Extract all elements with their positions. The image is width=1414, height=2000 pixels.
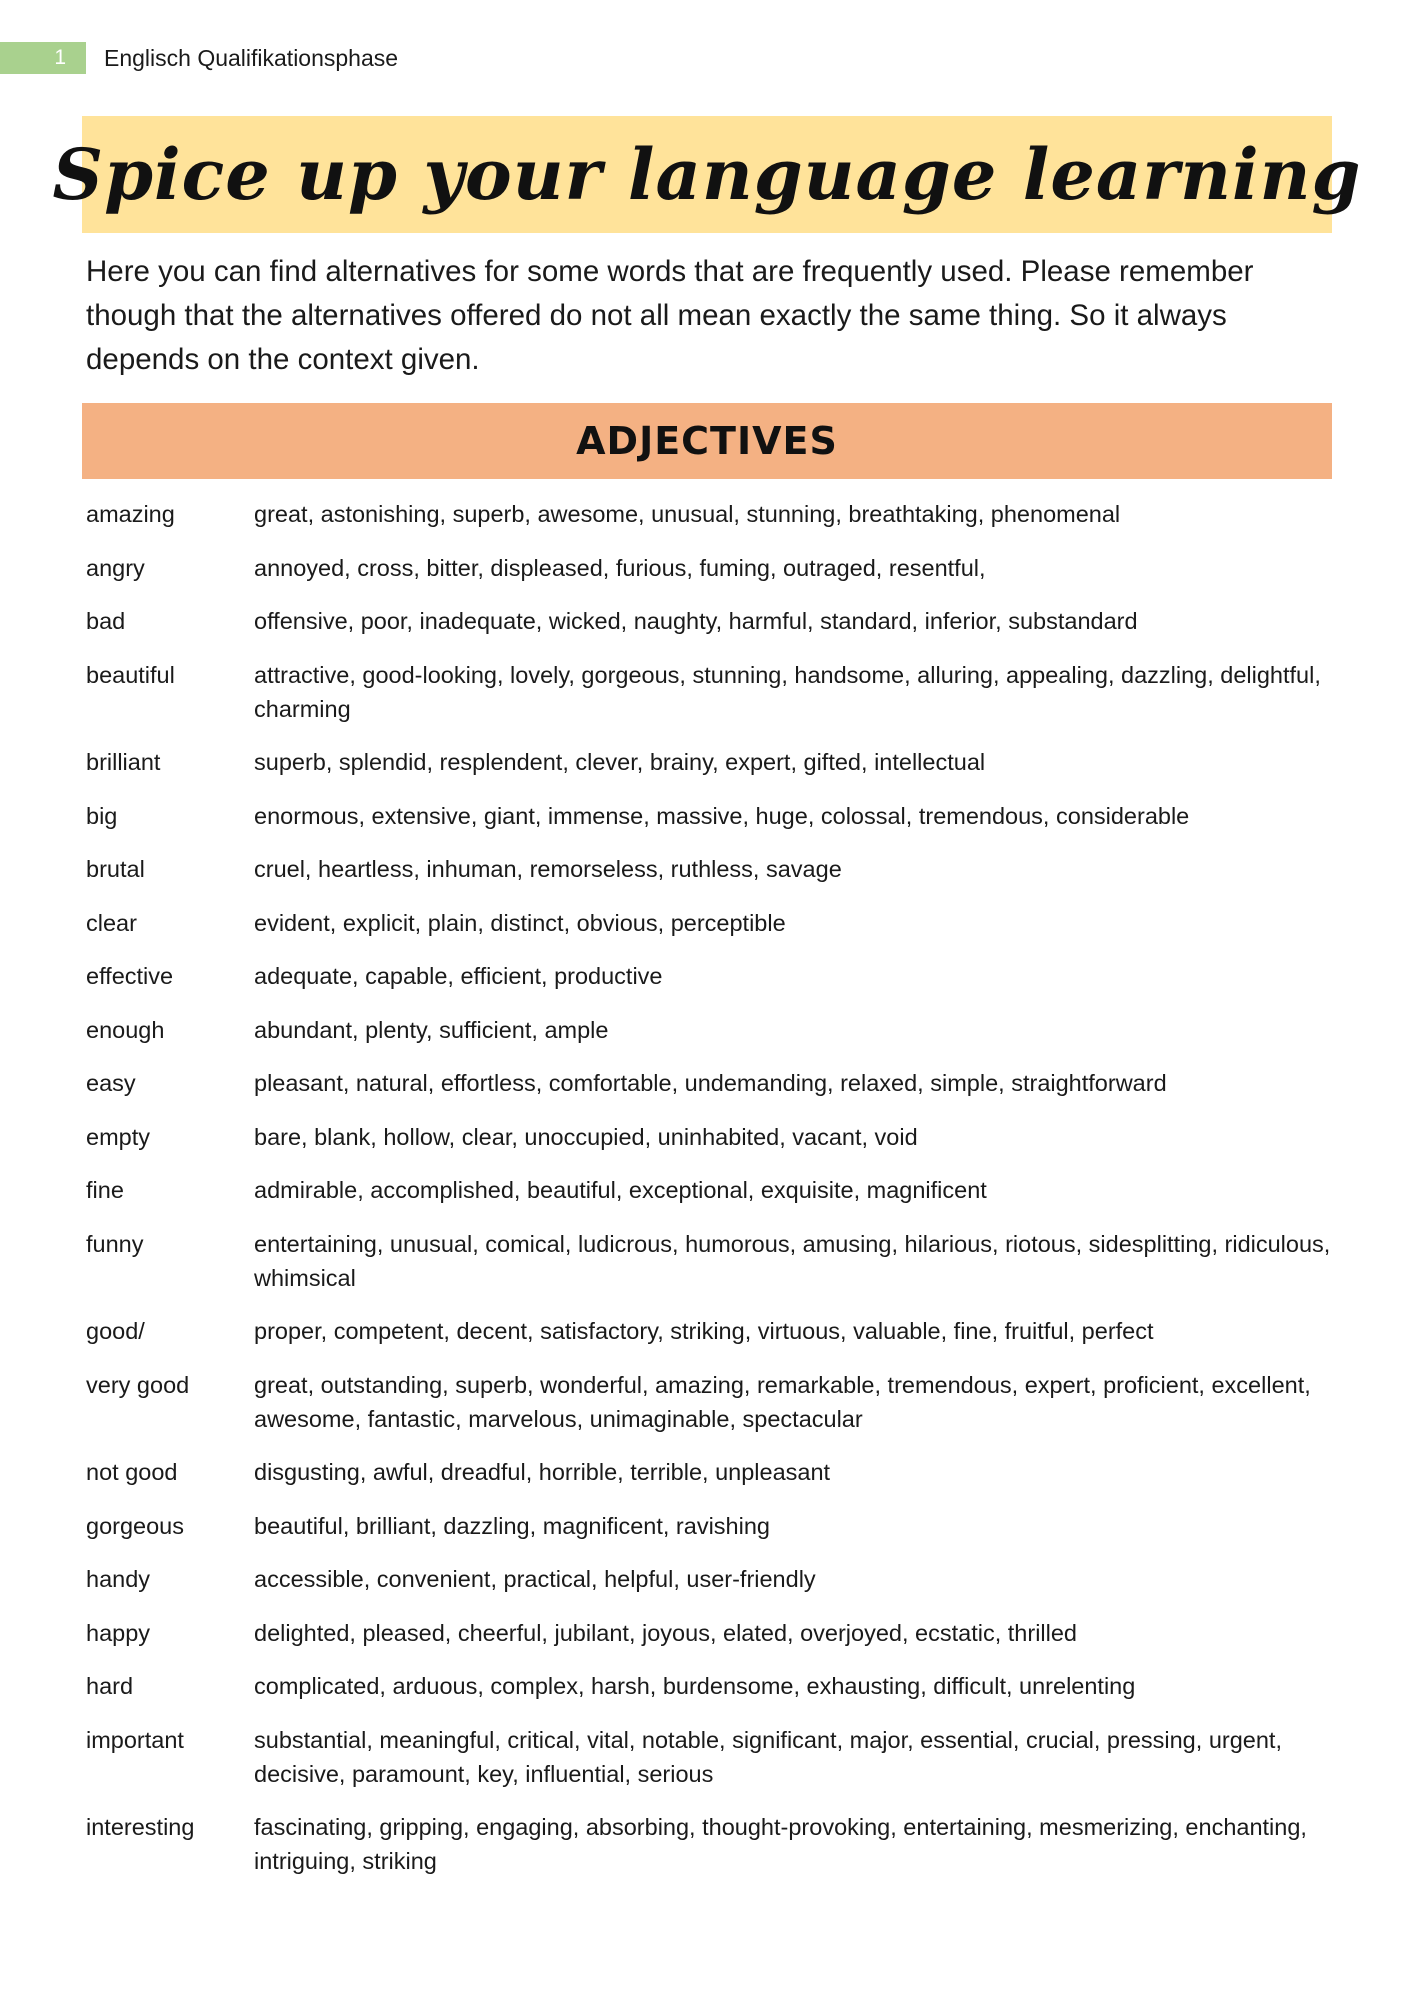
word-alternatives: pleasant, natural, effortless, comfortable, undemanding, relaxed, simple, straightforward [254, 1070, 1167, 1096]
list-item [86, 959, 1336, 993]
word-list [86, 497, 1336, 1898]
word-alternatives: accessible, convenient, practical, helpful, user-friendly [254, 1566, 816, 1592]
word-alternatives: adequate, capable, efficient, productive [254, 963, 663, 989]
word-alternatives: cruel, heartless, inhuman, remorseless, ruthless, savage [254, 856, 842, 882]
word-alternatives: superb, splendid, resplendent, clever, brainy, expert, gifted, intellectual [254, 749, 986, 775]
word-alternatives: proper, competent, decent, satisfactory, striking, virtuous, valuable, fine, fruitful, perfect [254, 1318, 1154, 1344]
list-item [86, 1455, 1336, 1489]
list-item [86, 551, 1336, 585]
word-term: enough [86, 1016, 165, 1043]
word-alternatives: substantial, meaningful, critical, vital, notable, significant, major, essential, crucial, pressing, urgent, decisive, paramount, key, influential, serious [254, 1726, 1282, 1787]
section-title: ADJECTIVES [576, 419, 838, 463]
word-term: handy [86, 1566, 151, 1592]
list-item [86, 1013, 1336, 1047]
word-term: interesting [86, 1814, 195, 1840]
word-alternatives: admirable, accomplished, beautiful, exceptional, exquisite, magnificent [254, 1177, 987, 1203]
word-term: very good [86, 1371, 190, 1398]
list-item [86, 1227, 1336, 1295]
word-alternatives: disgusting, awful, dreadful, horrible, terrible, unpleasant [254, 1459, 831, 1485]
word-term: hard [86, 1673, 134, 1699]
word-term: angry [86, 554, 145, 581]
word-alternatives: enormous, extensive, giant, immense, massive, huge, colossal, tremendous, considerable [254, 802, 1190, 829]
word-term: easy [86, 1070, 136, 1096]
list-item [86, 1120, 1336, 1154]
word-term: fine [86, 1177, 124, 1203]
word-alternatives: beautiful, brilliant, dazzling, magnificent, ravishing [254, 1512, 770, 1539]
intro-paragraph: Here you can find alternatives for some words that are frequently used. Please remember though that the alternatives offered do not all mean exactly the same thing. So it always depends on the context given. [86, 255, 1254, 376]
list-item [86, 1562, 1336, 1596]
section-banner [82, 403, 1332, 479]
list-item [86, 799, 1336, 833]
word-alternatives: complicated, arduous, complex, harsh, burdensome, exhausting, difficult, unrelenting [254, 1673, 1136, 1699]
list-item [86, 852, 1336, 886]
word-term: big [86, 802, 118, 829]
page-number [0, 42, 86, 74]
word-alternatives: abundant, plenty, sufficient, ample [254, 1016, 609, 1043]
word-term: beautiful [86, 661, 175, 688]
word-alternatives: annoyed, cross, bitter, displeased, furious, fuming, outraged, resentful, [254, 554, 986, 581]
word-term: brilliant [86, 749, 161, 775]
word-term: effective [86, 963, 174, 989]
list-item [86, 1669, 1336, 1703]
list-item [86, 1810, 1336, 1878]
word-term: important [86, 1726, 184, 1753]
list-item [86, 658, 1336, 726]
list-item [86, 1368, 1336, 1436]
word-alternatives: bare, blank, hollow, clear, unoccupied, uninhabited, vacant, void [254, 1123, 918, 1150]
word-term: happy [86, 1619, 151, 1646]
document-header-title: Englisch Qualifikationsphase [104, 45, 399, 71]
word-term: clear [86, 909, 137, 936]
list-item [86, 1509, 1336, 1543]
word-term: gorgeous [86, 1512, 184, 1539]
list-item [86, 1314, 1336, 1348]
word-term: amazing [86, 501, 175, 527]
list-item [86, 497, 1336, 531]
word-alternatives: great, outstanding, superb, wonderful, amazing, remarkable, tremendous, expert, proficient, excellent, awesome, fantastic, marvelous, unimaginable, spectacular [254, 1371, 1311, 1432]
word-term: bad [86, 608, 126, 634]
word-term: not good [86, 1459, 178, 1485]
list-item [86, 1616, 1336, 1650]
list-item [86, 1723, 1336, 1791]
word-alternatives: delighted, pleased, cheerful, jubilant, joyous, elated, overjoyed, ecstatic, thrilled [254, 1619, 1077, 1646]
word-term: funny [86, 1230, 144, 1257]
word-alternatives: entertaining, unusual, comical, ludicrous, humorous, amusing, hilarious, riotous, sidesplitting, ridiculous, whimsical [254, 1230, 1331, 1291]
page-title: Spice up your language learning [52, 133, 1362, 216]
list-item [86, 906, 1336, 940]
list-item [86, 745, 1336, 779]
word-alternatives: great, astonishing, superb, awesome, unusual, stunning, breathtaking, phenomenal [254, 501, 1121, 527]
word-alternatives: fascinating, gripping, engaging, absorbing, thought-provoking, entertaining, mesmerizing, enchanting, intriguing, striking [254, 1814, 1307, 1874]
list-item [86, 1173, 1336, 1207]
list-item [86, 604, 1336, 638]
word-term: good/ [86, 1318, 145, 1344]
list-item [86, 1066, 1336, 1100]
word-alternatives: offensive, poor, inadequate, wicked, naughty, harmful, standard, inferior, substandard [254, 608, 1138, 634]
word-alternatives: evident, explicit, plain, distinct, obvious, perceptible [254, 909, 786, 936]
page-number-text: 1 [54, 46, 66, 69]
word-alternatives: attractive, good-looking, lovely, gorgeous, stunning, handsome, alluring, appealing, dazzling, delightful, charming [254, 661, 1321, 722]
word-term: brutal [86, 856, 145, 882]
word-term: empty [86, 1123, 150, 1150]
title-banner [52, 116, 1362, 233]
